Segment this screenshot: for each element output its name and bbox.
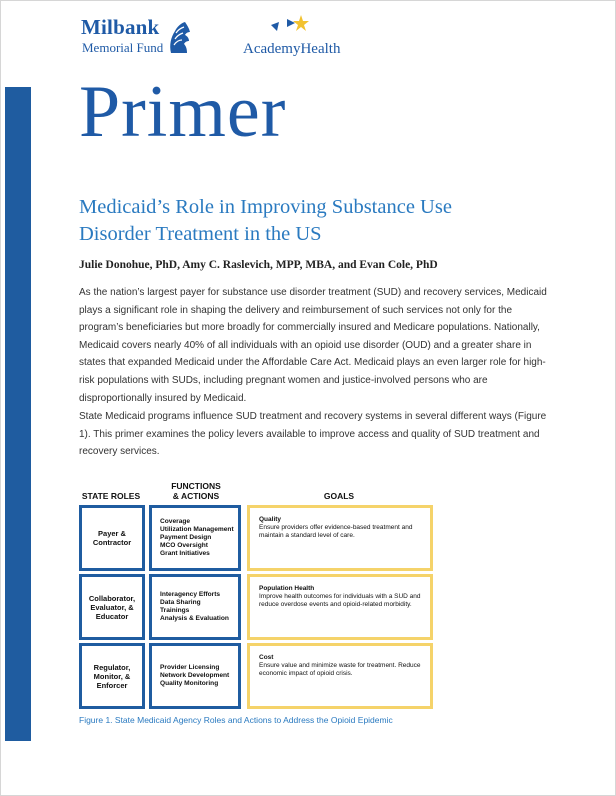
goal-text: Ensure providers offer evidence-based treatment and maintain a standard level of care.: [259, 523, 413, 539]
function-item: Interagency Efforts: [160, 591, 221, 598]
function-item: Payment Design: [160, 534, 212, 541]
function-item: Trainings: [160, 607, 190, 614]
figure-caption: Figure 1. State Medicaid Agency Roles and Actions to Address the Opioid Epidemic: [79, 715, 393, 725]
milbank-logo: [81, 15, 201, 61]
header-functions-actions: FUNCTIONS & ACTIONS: [171, 481, 221, 501]
role-box-regulator: [79, 643, 145, 709]
function-item: Data Sharing: [160, 599, 201, 606]
function-list: [152, 577, 238, 637]
function-list: [152, 508, 238, 568]
academyhealth-logo: [243, 13, 343, 63]
goal-content: [250, 646, 430, 706]
milbank-logo-name: Milbank: [81, 15, 160, 39]
function-item: Coverage: [160, 518, 191, 525]
authors-line: Julie Donohue, PhD, Amy C. Raslevich, MPP, MBA, and Evan Cole, PhD: [79, 259, 438, 271]
goal-box-cost: [247, 643, 433, 709]
intro-paragraph: As the nation’s largest payer for substance use disorder treatment (SUD) and recovery services, Medicaid plays a significant role in shaping the delivery and reimbursement of such services not only for the program’s beneficiaries but more broadly for commercially insured and Medicare populations. Nationally, Medicaid covers nearly 40% of all individuals with an opioid use disorder (OUD) and a greater share in states that expanded Medicaid under the Affordable Care Act. Medicaid plays an even larger role for high-risk populations with SUDs, including pregnant women and justice-involved persons who are disproportionally insured by Medicaid.: [79, 287, 547, 404]
function-item: Provider Licensing: [160, 664, 220, 671]
goal-text: Improve health outcomes for individuals with a SUD and reduce overdose events and opioid-related morbidity.: [259, 592, 421, 608]
function-box-collaborator: [149, 574, 241, 640]
goal-content: [250, 577, 430, 637]
function-item: Network Development: [160, 672, 230, 679]
role-label: Payer & Contractor: [82, 508, 142, 568]
academyhealth-logo-name: AcademyHealth: [243, 41, 341, 57]
primer-heading: Primer: [79, 71, 287, 153]
stars-icon: [265, 13, 315, 37]
goal-box-quality: [247, 505, 433, 571]
goal-box-population-health: [247, 574, 433, 640]
function-box-payer: [149, 505, 241, 571]
lion-icon: [165, 19, 193, 57]
header-goals: GOALS: [323, 491, 355, 501]
document-title: Medicaid’s Role in Improving Substance Use Disorder Treatment in the US: [79, 196, 452, 245]
role-box-payer: [79, 505, 145, 571]
function-item: Analysis & Evaluation: [160, 615, 229, 622]
goal-text: Ensure value and minimize waste for treatment. Reduce economic impact of opioid crisis.: [259, 661, 421, 677]
function-list: [152, 646, 238, 706]
function-item: MCO Oversight: [160, 542, 208, 549]
function-item: Quality Monitoring: [160, 680, 219, 687]
role-label: Collaborator, Evaluator, & Educator: [82, 577, 142, 637]
function-item: Utilization Management: [160, 526, 234, 533]
goal-content: [250, 508, 430, 568]
milbank-logo-subtitle: Memorial Fund: [82, 40, 164, 55]
function-item: Grant Initiatives: [160, 550, 210, 557]
function-box-regulator: [149, 643, 241, 709]
roles-figure: [79, 479, 439, 711]
header-state-roles: STATE ROLES: [81, 491, 141, 501]
goal-title: Cost: [259, 654, 274, 661]
role-label: Regulator, Monitor, & Enforcer: [82, 646, 142, 706]
second-paragraph: State Medicaid programs influence SUD treatment and recovery systems in several different ways (Figure 1). This primer examines the policy levers available to improve access and quality of SUD treatment and recovery services.: [79, 411, 547, 458]
role-box-collaborator: [79, 574, 145, 640]
goal-title: Population Health: [259, 585, 315, 592]
side-accent-bar: [5, 87, 31, 741]
goal-title: Quality: [259, 516, 282, 523]
